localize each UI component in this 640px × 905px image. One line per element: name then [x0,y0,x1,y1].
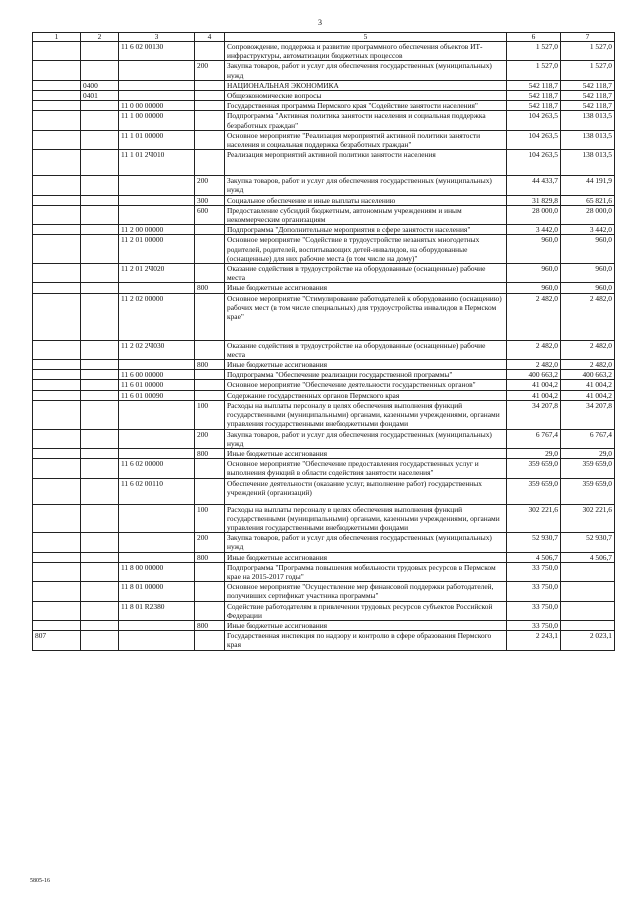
table-row [33,91,615,101]
cell-target-article-code [119,429,195,448]
header-col-7: 7 [561,33,615,42]
cell-amount-year-2: 44 191,9 [561,176,615,195]
cell-section-code [81,390,119,400]
cell-chapter-code [33,293,81,340]
cell-section-code [81,429,119,448]
cell-item-name: Основное мероприятие "Содействие в трудоустройстве незанятых многодетных родителей, родителей, воспитывающих детей-инвалидов, на оборудованные (оснащенные) для них рабочие места (в том числе на дому)" [225,235,507,264]
cell-expense-type-code: 200 [195,429,225,448]
cell-chapter-code [33,380,81,390]
header-col-1: 1 [33,33,81,42]
cell-amount-year-1: 2 243,1 [507,631,561,650]
cell-section-code [81,400,119,429]
cell-amount-year-1: 33 750,0 [507,601,561,620]
cell-chapter-code [33,459,81,478]
cell-section-code [81,283,119,293]
cell-chapter-code [33,91,81,101]
cell-amount-year-2: 138 013,5 [561,150,615,176]
cell-amount-year-1: 542 118,7 [507,80,561,90]
cell-item-name: Подпрограмма "Программа повышения мобильности трудовых ресурсов в Пермском крае на 2015-2017 годы" [225,562,507,581]
cell-item-name: Общеэкономические вопросы [225,91,507,101]
cell-amount-year-1: 41 004,2 [507,380,561,390]
cell-chapter-code [33,504,81,533]
table-row [33,235,615,264]
table-row [33,370,615,380]
cell-expense-type-code [195,390,225,400]
cell-target-article-code: 11 8 01 00000 [119,582,195,601]
cell-expense-type-code [195,111,225,130]
cell-amount-year-1: 104 263,5 [507,111,561,130]
cell-chapter-code [33,130,81,149]
cell-expense-type-code [195,91,225,101]
cell-amount-year-2: 1 527,0 [561,42,615,61]
table-row [33,631,615,650]
cell-item-name: Расходы на выплаты персоналу в целях обеспечения выполнения функций государственными (муниципальными) органами, казенными учреждениями, органами управления государственными внебюджетными фондами [225,400,507,429]
cell-target-article-code: 11 6 02 00000 [119,459,195,478]
table-row [33,390,615,400]
cell-amount-year-1: 34 207,8 [507,400,561,429]
cell-chapter-code [33,80,81,90]
table-row [33,552,615,562]
cell-expense-type-code [195,340,225,359]
cell-target-article-code: 11 2 02 00000 [119,293,195,340]
cell-section-code: 0400 [81,80,119,90]
cell-item-name: НАЦИОНАЛЬНАЯ ЭКОНОМИКА [225,80,507,90]
cell-target-article-code [119,283,195,293]
cell-amount-year-1: 359 659,0 [507,478,561,504]
cell-item-name: Сопровождение, поддержка и развитие программного обеспечения объектов ИТ-инфраструктуры, автоматизации бюджетных процессов [225,42,507,61]
cell-amount-year-2: 138 013,5 [561,111,615,130]
cell-chapter-code [33,478,81,504]
cell-amount-year-1: 44 433,7 [507,176,561,195]
cell-section-code [81,459,119,478]
cell-target-article-code [119,176,195,195]
footer-code: 5805-16 [30,878,50,884]
cell-expense-type-code [195,293,225,340]
cell-section-code [81,533,119,552]
cell-amount-year-2: 41 004,2 [561,390,615,400]
cell-expense-type-code [195,562,225,581]
cell-amount-year-1: 29,0 [507,448,561,458]
budget-table [32,32,615,651]
cell-amount-year-1: 3 442,0 [507,225,561,235]
table-row [33,582,615,601]
cell-item-name: Иные бюджетные ассигнования [225,620,507,630]
cell-section-code [81,195,119,205]
cell-amount-year-1: 4 506,7 [507,552,561,562]
cell-section-code [81,61,119,80]
cell-target-article-code [119,400,195,429]
cell-section-code [81,264,119,283]
cell-chapter-code [33,390,81,400]
table-row [33,380,615,390]
cell-section-code [81,235,119,264]
cell-amount-year-1: 1 527,0 [507,61,561,80]
cell-chapter-code [33,42,81,61]
cell-item-name: Иные бюджетные ассигнования [225,360,507,370]
cell-item-name: Содействие работодателям в привлечении трудовых ресурсов субъектов Российской Федерации [225,601,507,620]
cell-expense-type-code: 200 [195,61,225,80]
cell-section-code [81,340,119,359]
cell-chapter-code [33,195,81,205]
table-row [33,264,615,283]
table-row [33,205,615,224]
cell-target-article-code [119,80,195,90]
table-row [33,360,615,370]
cell-amount-year-2: 2 482,0 [561,293,615,340]
cell-item-name: Основное мероприятие "Обеспечение предоставления государственных услуг и выполнения функций в области содействия занятости населения" [225,459,507,478]
table-body [33,42,615,651]
cell-amount-year-2: 2 482,0 [561,340,615,359]
cell-expense-type-code [195,370,225,380]
header-col-5: 5 [225,33,507,42]
cell-amount-year-2: 6 767,4 [561,429,615,448]
cell-amount-year-2: 65 821,6 [561,195,615,205]
cell-item-name: Основное мероприятие "Осуществление мер финансовой поддержки работодателей, получивших сертификат участника программы" [225,582,507,601]
cell-amount-year-2: 34 207,8 [561,400,615,429]
table-row [33,101,615,111]
cell-target-article-code: 11 6 00 00000 [119,370,195,380]
cell-section-code [81,360,119,370]
cell-chapter-code: 807 [33,631,81,650]
cell-expense-type-code: 800 [195,620,225,630]
cell-item-name: Подпрограмма "Активная политика занятости населения и социальная поддержка безработных граждан" [225,111,507,130]
page-number: 3 [318,18,322,27]
cell-chapter-code [33,101,81,111]
table-row [33,283,615,293]
cell-chapter-code [33,61,81,80]
table-row [33,478,615,504]
cell-amount-year-2 [561,601,615,620]
cell-amount-year-2: 542 118,7 [561,91,615,101]
cell-amount-year-1: 28 000,0 [507,205,561,224]
cell-chapter-code [33,283,81,293]
cell-item-name: Закупка товаров, работ и услуг для обеспечения государственных (муниципальных) нужд [225,176,507,195]
table-header-row [33,33,615,42]
cell-amount-year-1: 33 750,0 [507,582,561,601]
cell-amount-year-1: 542 118,7 [507,91,561,101]
table-row [33,80,615,90]
table-row [33,293,615,340]
cell-target-article-code: 11 6 01 00000 [119,380,195,390]
cell-expense-type-code [195,631,225,650]
cell-target-article-code [119,448,195,458]
cell-target-article-code [119,533,195,552]
cell-amount-year-2: 960,0 [561,283,615,293]
cell-amount-year-2 [561,582,615,601]
cell-amount-year-1: 1 527,0 [507,42,561,61]
table-row [33,225,615,235]
cell-item-name: Иные бюджетные ассигнования [225,448,507,458]
cell-expense-type-code [195,478,225,504]
header-col-4: 4 [195,33,225,42]
cell-expense-type-code [195,42,225,61]
cell-chapter-code [33,205,81,224]
table-row [33,130,615,149]
cell-chapter-code [33,360,81,370]
cell-chapter-code [33,601,81,620]
table-row [33,601,615,620]
cell-target-article-code [119,360,195,370]
cell-expense-type-code: 800 [195,360,225,370]
cell-target-article-code [119,631,195,650]
cell-section-code [81,101,119,111]
cell-section-code [81,150,119,176]
table-row [33,400,615,429]
cell-section-code [81,448,119,458]
cell-target-article-code: 11 2 01 2Ч020 [119,264,195,283]
table-row [33,459,615,478]
cell-target-article-code: 11 1 01 00000 [119,130,195,149]
cell-amount-year-2: 41 004,2 [561,380,615,390]
cell-amount-year-2: 138 013,5 [561,130,615,149]
cell-expense-type-code [195,225,225,235]
cell-target-article-code [119,61,195,80]
table-row [33,61,615,80]
cell-expense-type-code [195,235,225,264]
cell-item-name: Государственная инспекция по надзору и контролю в сфере образования Пермского края [225,631,507,650]
cell-expense-type-code: 200 [195,533,225,552]
cell-chapter-code [33,150,81,176]
cell-chapter-code [33,225,81,235]
cell-target-article-code [119,504,195,533]
cell-item-name: Основное мероприятие "Реализация мероприятий активной политики занятости населения и социальная поддержка безработных граждан" [225,130,507,149]
cell-expense-type-code: 800 [195,283,225,293]
table-row [33,176,615,195]
cell-amount-year-2: 4 506,7 [561,552,615,562]
cell-chapter-code [33,264,81,283]
cell-amount-year-1: 2 482,0 [507,293,561,340]
header-col-6: 6 [507,33,561,42]
cell-chapter-code [33,111,81,130]
cell-amount-year-2: 52 930,7 [561,533,615,552]
cell-target-article-code [119,552,195,562]
cell-target-article-code: 11 6 01 00090 [119,390,195,400]
cell-amount-year-2: 400 663,2 [561,370,615,380]
cell-chapter-code [33,429,81,448]
cell-amount-year-2: 1 527,0 [561,61,615,80]
cell-item-name: Основное мероприятие "Стимулирование работодателей к оборудованию (оснащению) рабочих мест (в том числе специальных) для трудоустройства инвалидов в Пермском крае" [225,293,507,340]
cell-amount-year-1: 400 663,2 [507,370,561,380]
cell-item-name: Предоставление субсидий бюджетным, автономным учреждениям и иным некоммерческим организациям [225,205,507,224]
cell-amount-year-2: 542 118,7 [561,80,615,90]
cell-chapter-code [33,620,81,630]
cell-amount-year-1: 31 829,8 [507,195,561,205]
cell-section-code [81,631,119,650]
cell-amount-year-1: 542 118,7 [507,101,561,111]
cell-section-code [81,42,119,61]
header-col-3: 3 [119,33,195,42]
header-col-2: 2 [81,33,119,42]
cell-target-article-code: 11 8 01 R2380 [119,601,195,620]
cell-item-name: Расходы на выплаты персоналу в целях обеспечения выполнения функций государственными (муниципальными) органами, казенными учреждениями, органами управления государственными внебюджетными фондами [225,504,507,533]
cell-section-code [81,370,119,380]
cell-section-code [81,293,119,340]
cell-amount-year-2 [561,620,615,630]
table-row [33,429,615,448]
cell-expense-type-code [195,101,225,111]
cell-section-code [81,380,119,390]
cell-target-article-code: 11 6 02 00130 [119,42,195,61]
cell-amount-year-1: 960,0 [507,264,561,283]
cell-chapter-code [33,176,81,195]
cell-section-code [81,225,119,235]
cell-amount-year-1: 2 482,0 [507,360,561,370]
cell-amount-year-1: 960,0 [507,283,561,293]
table-row [33,533,615,552]
cell-amount-year-1: 6 767,4 [507,429,561,448]
table-row [33,448,615,458]
table-row [33,42,615,61]
table-row [33,504,615,533]
cell-amount-year-1: 302 221,6 [507,504,561,533]
cell-section-code [81,504,119,533]
cell-amount-year-2: 542 118,7 [561,101,615,111]
cell-section-code [81,582,119,601]
cell-amount-year-2: 29,0 [561,448,615,458]
cell-amount-year-1: 33 750,0 [507,562,561,581]
cell-item-name: Закупка товаров, работ и услуг для обеспечения государственных (муниципальных) нужд [225,429,507,448]
cell-section-code [81,620,119,630]
cell-target-article-code: 11 2 01 00000 [119,235,195,264]
table-row [33,195,615,205]
cell-section-code [81,552,119,562]
cell-expense-type-code: 200 [195,176,225,195]
cell-expense-type-code: 800 [195,448,225,458]
cell-section-code [81,130,119,149]
cell-expense-type-code: 100 [195,400,225,429]
cell-expense-type-code [195,459,225,478]
cell-expense-type-code: 100 [195,504,225,533]
cell-item-name: Оказание содействия в трудоустройстве на оборудованные (оснащенные) рабочие места [225,264,507,283]
table-row [33,562,615,581]
cell-target-article-code: 11 1 00 00000 [119,111,195,130]
cell-target-article-code [119,205,195,224]
cell-expense-type-code [195,150,225,176]
cell-chapter-code [33,562,81,581]
cell-target-article-code [119,91,195,101]
cell-target-article-code: 11 2 00 00000 [119,225,195,235]
cell-amount-year-1: 33 750,0 [507,620,561,630]
cell-amount-year-1: 960,0 [507,235,561,264]
table-row [33,340,615,359]
cell-chapter-code [33,533,81,552]
cell-target-article-code: 11 8 00 00000 [119,562,195,581]
cell-item-name: Закупка товаров, работ и услуг для обеспечения государственных (муниципальных) нужд [225,61,507,80]
cell-section-code [81,601,119,620]
cell-chapter-code [33,370,81,380]
cell-chapter-code [33,582,81,601]
cell-expense-type-code [195,582,225,601]
cell-section-code [81,205,119,224]
cell-item-name: Социальное обеспечение и иные выплаты населению [225,195,507,205]
cell-amount-year-2: 960,0 [561,264,615,283]
cell-expense-type-code [195,380,225,390]
cell-amount-year-1: 52 930,7 [507,533,561,552]
cell-amount-year-2 [561,562,615,581]
cell-amount-year-2: 960,0 [561,235,615,264]
cell-section-code [81,562,119,581]
cell-section-code [81,478,119,504]
cell-expense-type-code [195,130,225,149]
cell-target-article-code [119,195,195,205]
cell-item-name: Иные бюджетные ассигнования [225,283,507,293]
cell-target-article-code: 11 1 01 2Ч010 [119,150,195,176]
cell-item-name: Реализация мероприятий активной политики занятости населения [225,150,507,176]
cell-amount-year-1: 359 659,0 [507,459,561,478]
cell-amount-year-2: 3 442,0 [561,225,615,235]
cell-expense-type-code [195,601,225,620]
cell-target-article-code [119,620,195,630]
cell-amount-year-1: 104 263,5 [507,150,561,176]
cell-expense-type-code: 300 [195,195,225,205]
cell-item-name: Закупка товаров, работ и услуг для обеспечения государственных (муниципальных) нужд [225,533,507,552]
cell-amount-year-2: 359 659,0 [561,478,615,504]
cell-chapter-code [33,552,81,562]
cell-amount-year-1: 41 004,2 [507,390,561,400]
cell-chapter-code [33,235,81,264]
cell-section-code [81,176,119,195]
cell-target-article-code: 11 0 00 00000 [119,101,195,111]
table-row [33,111,615,130]
cell-expense-type-code [195,264,225,283]
cell-amount-year-2: 359 659,0 [561,459,615,478]
cell-amount-year-2: 2 023,1 [561,631,615,650]
cell-amount-year-2: 302 221,6 [561,504,615,533]
cell-item-name: Подпрограмма "Дополнительные мероприятия в сфере занятости населения" [225,225,507,235]
cell-chapter-code [33,448,81,458]
table-row [33,150,615,176]
cell-expense-type-code: 600 [195,205,225,224]
cell-expense-type-code: 800 [195,552,225,562]
cell-item-name: Основное мероприятие "Обеспечение деятельности государственных органов" [225,380,507,390]
cell-amount-year-2: 2 482,0 [561,360,615,370]
cell-item-name: Обеспечение деятельности (оказание услуг, выполнение работ) государственных учреждений (организаций) [225,478,507,504]
cell-section-code [81,111,119,130]
cell-item-name: Государственная программа Пермского края "Содействие занятости населения" [225,101,507,111]
cell-item-name: Содержание государственных органов Пермского края [225,390,507,400]
cell-amount-year-2: 28 000,0 [561,205,615,224]
cell-target-article-code: 11 6 02 00110 [119,478,195,504]
table-row [33,620,615,630]
cell-section-code: 0401 [81,91,119,101]
cell-amount-year-1: 104 263,5 [507,130,561,149]
cell-amount-year-1: 2 482,0 [507,340,561,359]
cell-item-name: Оказание содействия в трудоустройстве на оборудованные (оснащенные) рабочие места [225,340,507,359]
cell-target-article-code: 11 2 02 2Ч030 [119,340,195,359]
cell-chapter-code [33,400,81,429]
cell-chapter-code [33,340,81,359]
cell-expense-type-code [195,80,225,90]
cell-item-name: Подпрограмма "Обеспечение реализации государственной программы" [225,370,507,380]
cell-item-name: Иные бюджетные ассигнования [225,552,507,562]
